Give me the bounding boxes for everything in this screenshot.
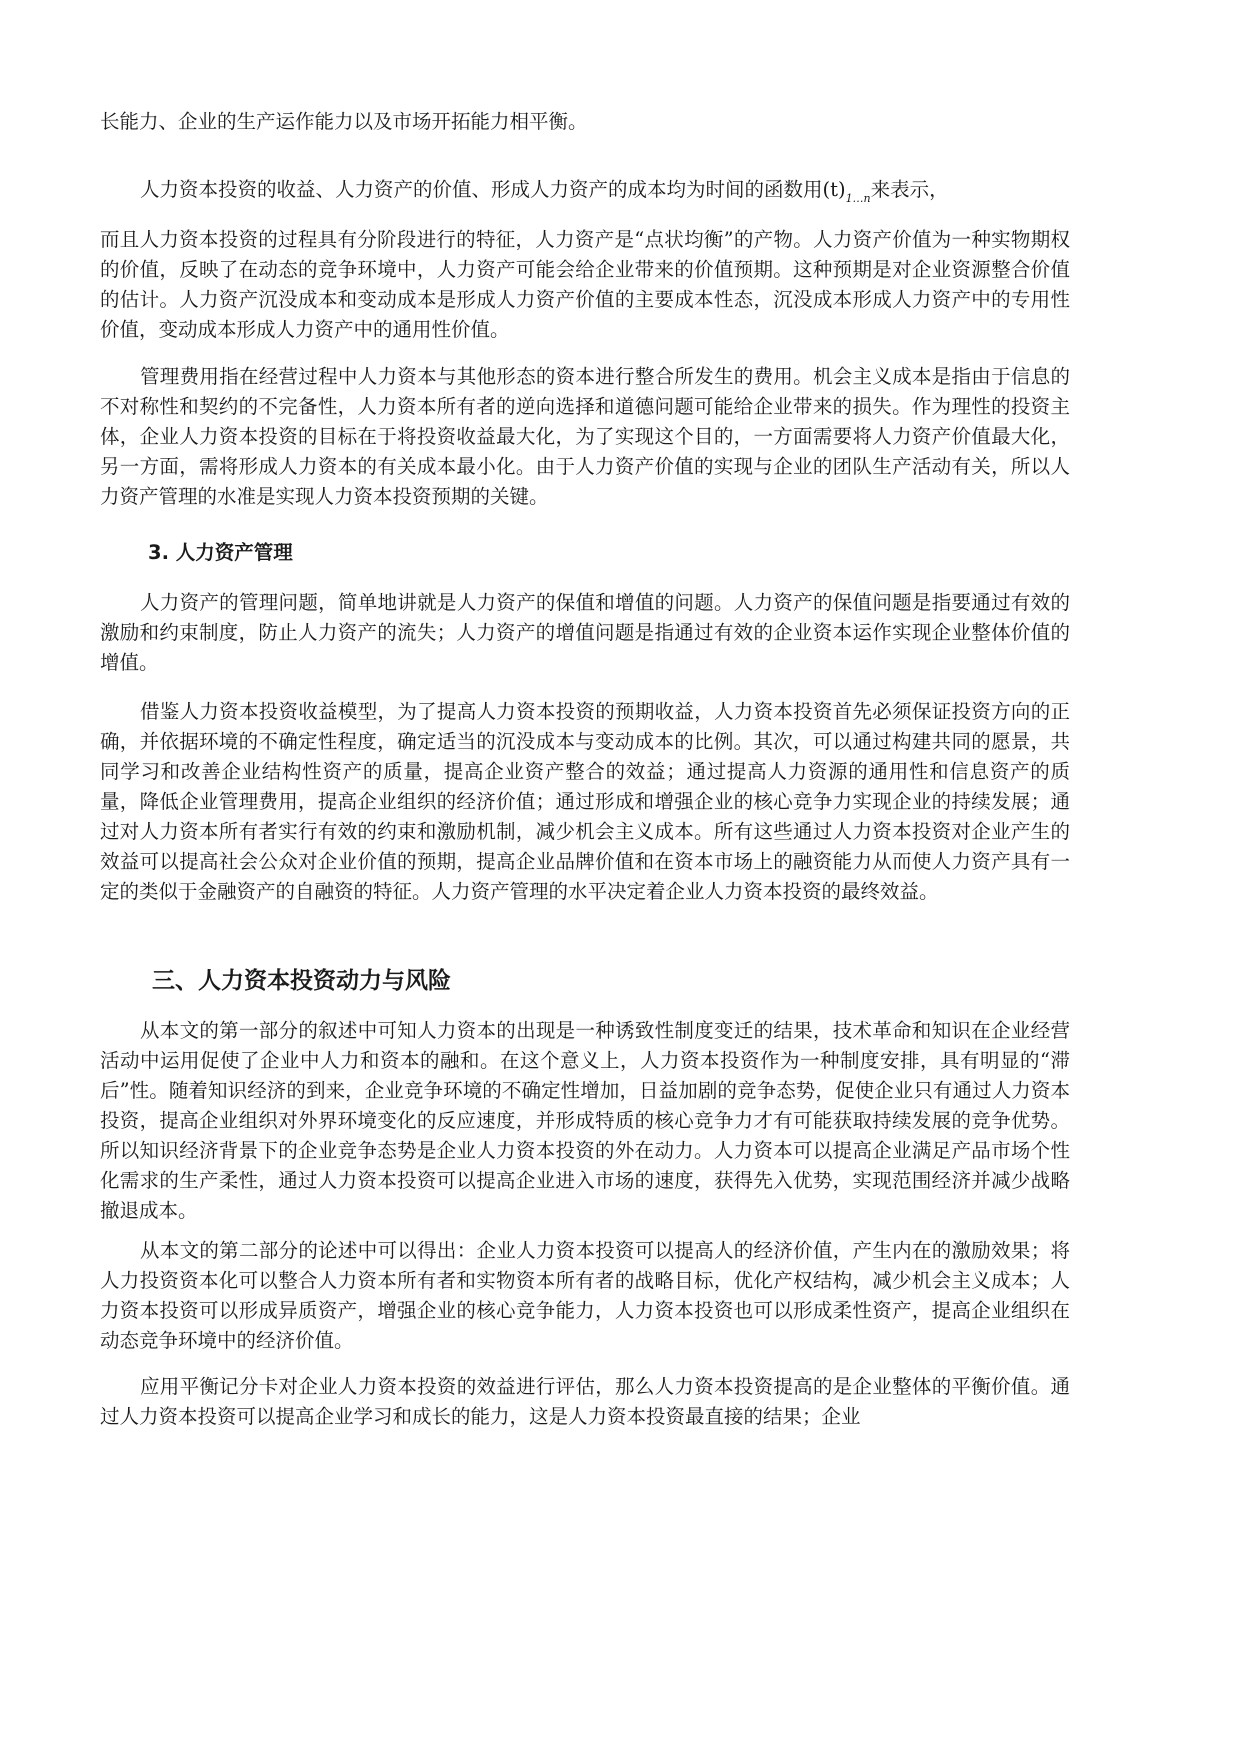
paragraph-continuation: 长能力、企业的生产运作能力以及市场开拓能力相平衡。 — [100, 110, 588, 133]
paragraph: 管理费用指在经营过程中人力资本与其他形态的资本进行整合所发生的费用。机会主义成本是指由于信息的不对称性和契约的不完备性，人力资本所有者的逆向选择和道德问题可能给企业带来的损失。作为理性的投资主体，企业人力资本投资的目标在于将投资收益最大化，为了实现这个目的，一方面需要将人力资产价值最大化，另一方面，需将形成人力资本的有关成本最小化。由于人力资产价值的实现与企业的团队生产活动有关，所以人力资产管理的水准是实现人力资本投资预期的关键。 — [100, 365, 1070, 508]
paragraph-text: 人力资本投资的收益、人力资产的价值、形成人力资产的成本均为时间的函数用(t) — [140, 178, 846, 201]
paragraph: 应用平衡记分卡对企业人力资本投资的效益进行评估，那么人力资本投资提高的是企业整体的平衡价值。通过人力资本投资可以提高企业学习和成长的能力，这是人力资本投资最直接的结果；企业 — [100, 1375, 1070, 1428]
paragraph: 从本文的第二部分的论述中可以得出：企业人力资本投资可以提高人的经济价值，产生内在的激励效果；将人力投资资本化可以整合人力资本所有者和实物资本所有者的战略目标，优化产权结构，减少机会主义成本；人力资本投资可以形成异质资产，增强企业的核心竞争能力，人力资本投资也可以形成柔性资产，提高企业组织在动态竞争环境中的经济价值。 — [100, 1239, 1070, 1352]
section-heading: 3. 人力资产管理 — [148, 541, 293, 564]
paragraph: 从本文的第一部分的叙述中可知人力资本的出现是一种诱致性制度变迁的结果，技术革命和知识在企业经营活动中运用促使了企业中人力和资本的融和。在这个意义上，人力资本投资作为一种制度安排，具有明显的“滞后”性。随着知识经济的到来，企业竞争环境的不确定性增加，日益加剧的竞争态势，促使企业只有通过人力资本投资，提高企业组织对外界环境变化的反应速度，并形成特质的核心竞争力才有可能获取持续发展的竞争优势。所以知识经济背景下的企业竞争态势是企业人力资本投资的外在动力。人力资本可以提高企业满足产品市场个性化需求的生产柔性，通过人力资本投资可以提高企业进入市场的速度，获得先入优势，实现范围经济并减少战略撤退成本。 — [100, 1019, 1070, 1222]
paragraph: 借鉴人力资本投资收益模型，为了提高人力资本投资的预期收益，人力资本投资首先必须保证投资方向的正确，并依据环境的不确定性程度，确定适当的沉没成本与变动成本的比例。其次，可以通过构建共同的愿景，共同学习和改善企业结构性资产的质量，提高企业资产整合的效益；通过提高人力资源的通用性和信息资产的质量，降低企业管理费用，提高企业组织的经济价值；通过形成和增强企业的核心竞争力实现企业的持续发展；通过对人力资本所有者实行有效的约束和激励机制，减少机会主义成本。所有这些通过人力资本投资对企业产生的效益可以提高社会公众对企业价值的预期，提高企业品牌价值和在资本市场上的融资能力从而使人力资产具有一定的类似于金融资产的自融资的特征。人力资产管理的水平决定着企业人力资本投资的最终效益。 — [100, 700, 1070, 903]
paragraph: 人力资产的管理问题，简单地讲就是人力资产的保值和增值的问题。人力资产的保值问题是指要通过有效的激励和约束制度，防止人力资产的流失；人力资产的增值问题是指通过有效的企业资本运作实现企业整体价值的增值。 — [100, 591, 1070, 674]
paragraph-text: 来表示， — [870, 178, 949, 201]
chapter-heading: 三、人力资本投资动力与风险 — [152, 968, 451, 994]
subscript-text: 1…n — [845, 192, 871, 205]
paragraph: 而且人力资本投资的过程具有分阶段进行的特征，人力资产是“点状均衡”的产物。人力资产价值为一种实物期权的价值，反映了在动态的竞争环境中，人力资产可能会给企业带来的价值预期。这种预期是对企业资源整合价值的估计。人力资产沉没成本和变动成本是形成人力资产价值的主要成本性态，沉没成本形成人力资产中的专用性价值，变动成本形成人力资产中的通用性价值。 — [100, 228, 1070, 341]
paragraph-line — [100, 175, 1070, 214]
